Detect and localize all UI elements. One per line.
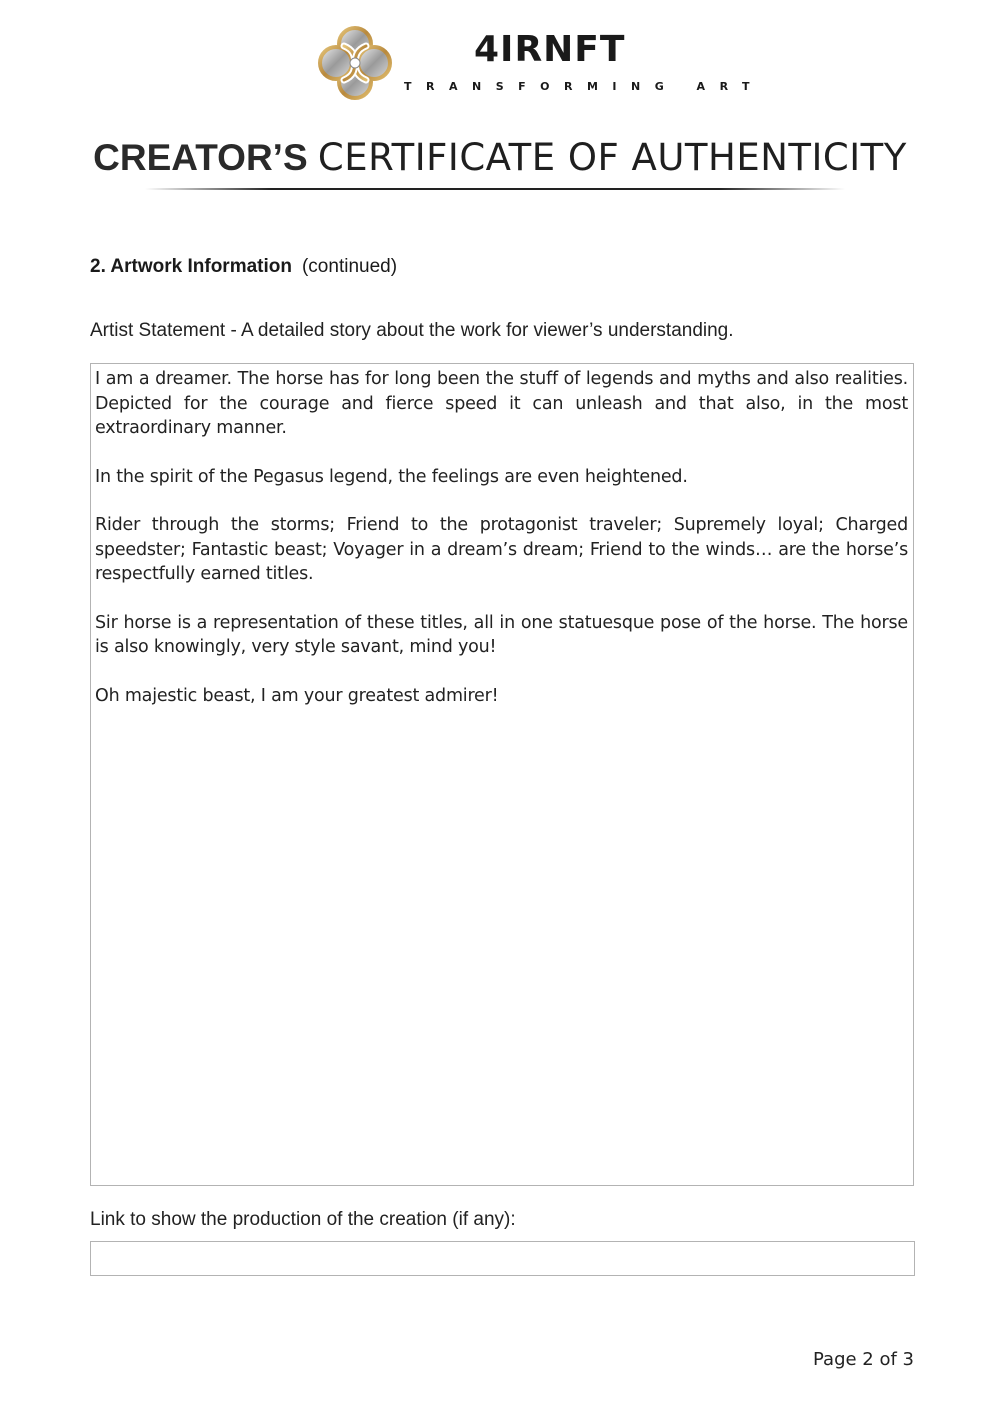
infinity-knot-logo-icon xyxy=(316,24,394,102)
section-heading xyxy=(90,256,397,278)
brand-tagline: TRANSFORMING ART xyxy=(404,80,765,93)
statement-paragraph: I am a dreamer. The horse has for long been the stuff of legends and myths and also realities. Depicted for the courage and fierce speed it can unleash and that also, in the most extraordinary manner. xyxy=(95,369,908,438)
document-title-strong: CREATOR’S xyxy=(93,137,308,178)
artist-statement-field[interactable] xyxy=(90,363,914,1186)
document-title xyxy=(0,136,1000,180)
production-link-input[interactable] xyxy=(90,1241,915,1276)
section-heading-title: 2. Artwork Information xyxy=(90,256,292,277)
artist-statement-label: Artist Statement - A detailed story about the work for viewer’s understanding. xyxy=(90,320,734,341)
brand-logo xyxy=(316,24,765,102)
section-heading-note: (continued) xyxy=(301,256,398,277)
statement-paragraph: Oh majestic beast, I am your greatest admirer! xyxy=(95,685,499,706)
title-divider xyxy=(145,188,845,190)
production-link-label: Link to show the production of the creation (if any): xyxy=(90,1209,516,1230)
brand-name: 4IRNFT xyxy=(474,29,626,70)
page-number: Page 2 of 3 xyxy=(813,1349,914,1370)
statement-paragraph: Sir horse is a representation of these titles, all in one statuesque pose of the horse. The horse is also knowingly, very style savant, mind you! xyxy=(95,612,908,657)
statement-paragraph: In the spirit of the Pegasus legend, the feelings are even heightened. xyxy=(95,466,688,487)
statement-paragraph: Rider through the storms; Friend to the protagonist traveler; Supremely loyal; Charged speedster; Fantastic beast; Voyager in a dream’s dream; Friend to the winds… are the horse’s respectfully earned titles. xyxy=(95,515,908,584)
document-title-light: CERTIFICATE OF AUTHENTICITY xyxy=(317,136,907,179)
